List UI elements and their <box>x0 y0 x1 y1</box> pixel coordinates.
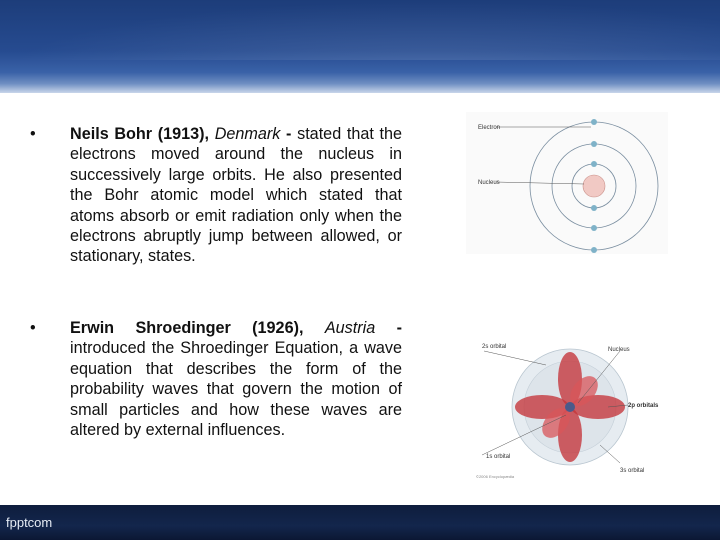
electron-dot <box>591 141 597 147</box>
country-name: Denmark <box>214 125 281 143</box>
person-name: Neils Bohr (1913), <box>70 125 210 143</box>
pointer-2s <box>484 351 546 365</box>
nucleus <box>583 175 605 197</box>
electron-dot <box>591 247 597 253</box>
bullet-text-bohr <box>70 124 402 267</box>
dash: - <box>396 319 403 337</box>
header-banner <box>0 0 720 93</box>
person-name: Erwin Shroedinger (1926), <box>70 319 304 337</box>
label-2s: 2s orbital <box>482 344 507 350</box>
nucleus-label: Nucleus <box>478 180 500 186</box>
description: stated that the electrons moved around the nucleus in successively large orbits. He also presented the Bohr atomic model which stated that atoms absorb or emit radiation only when the electrons abruptly jump between allowed, or stationary, states. <box>70 125 402 266</box>
electron-dot <box>591 225 597 231</box>
label-nucleus: Nucleus <box>608 347 630 353</box>
electron-dot <box>591 119 597 125</box>
electron-dot <box>591 161 597 167</box>
description: introduced the Shroedinger Equation, a wave equation that describes the form of the probability waves that govern the motion of small particles and how these waves are altered by external influences. <box>70 339 402 440</box>
electron-label: Electron <box>478 125 501 131</box>
orbital-model-figure <box>470 335 670 485</box>
dash: - <box>286 125 292 143</box>
label-2p: 2p orbitals <box>628 403 659 409</box>
nucleus <box>565 402 575 412</box>
credit-label: ©2006 Encyclopædia <box>476 474 515 479</box>
bohr-model-figure <box>466 112 668 254</box>
label-3s: 3s orbital <box>620 468 645 474</box>
bullet-marker: • <box>30 319 36 337</box>
label-1s: 1s orbital <box>486 454 511 460</box>
footer-banner <box>0 505 720 540</box>
bullet-text-schrodinger <box>70 318 402 440</box>
bullet-marker: • <box>30 125 36 143</box>
footer-text: fpptcom <box>6 515 53 530</box>
electron-dot <box>591 205 597 211</box>
country-name: Austria <box>324 319 376 337</box>
